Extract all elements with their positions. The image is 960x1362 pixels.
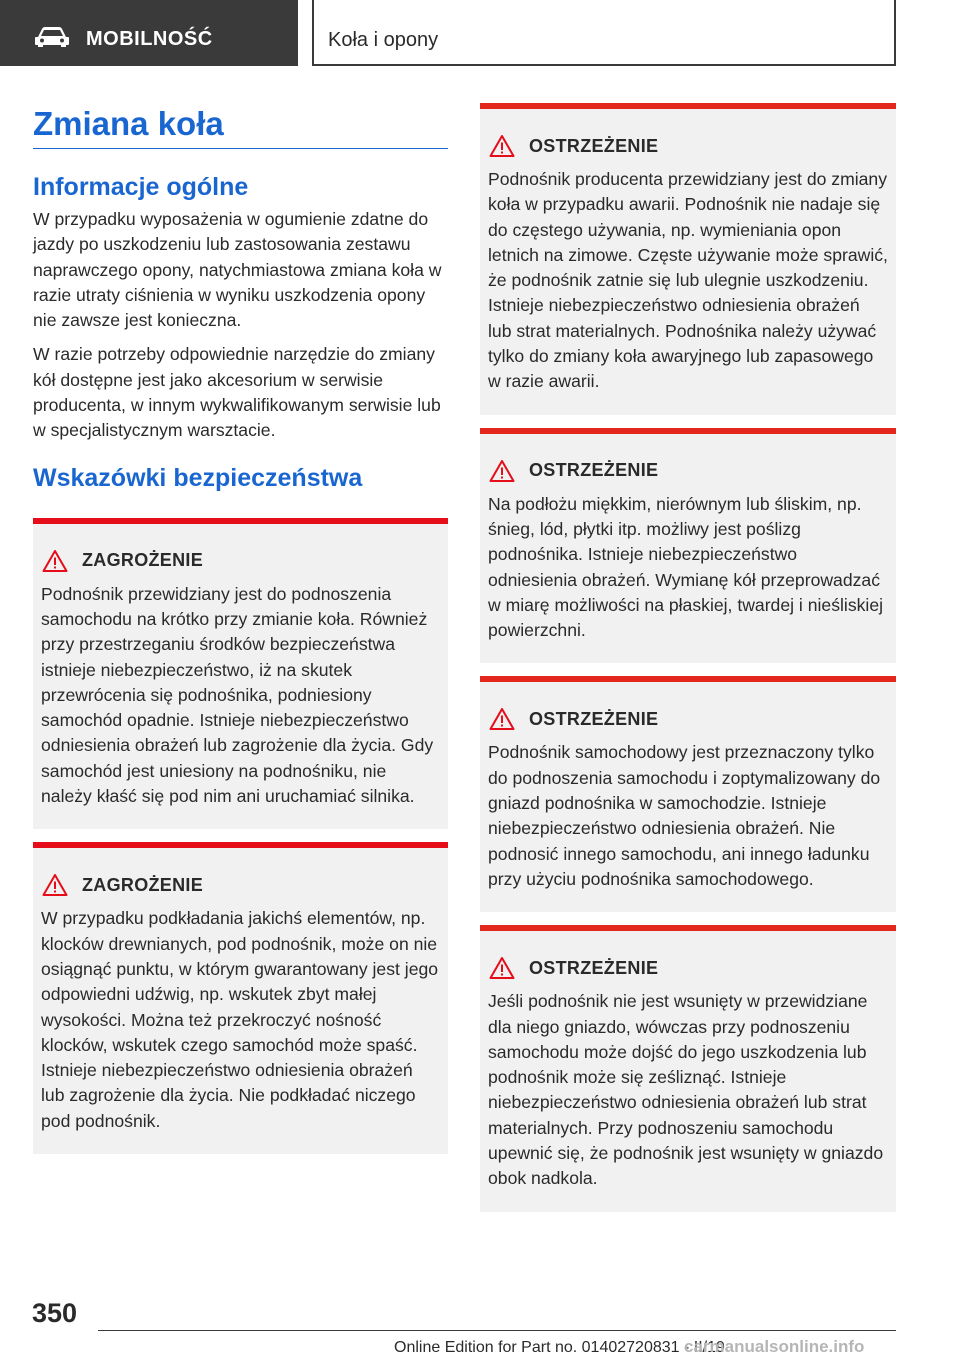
- section-tab: [0, 0, 298, 66]
- warning-label: ZAGROŻENIE: [82, 874, 204, 895]
- warning-label: OSTRZEŻENIE: [529, 957, 659, 978]
- warning-header: [488, 133, 888, 159]
- warning-box: [480, 925, 896, 1211]
- danger-box: [33, 518, 448, 830]
- warning-triangle-icon: [42, 549, 68, 573]
- warning-header: [41, 548, 440, 574]
- heading-safety-notes: Wskazówki bezpieczeństwa: [33, 463, 363, 492]
- paragraph-general-2: W razie potrzeby odpowiednie narzędzie do zmiany kół dostępne jest jako akcesorium w serwisie producenta, w innym wykwalifikowanym serwisie lub w specjalistycznym warsztacie.: [33, 344, 441, 441]
- warning-text: Podnośnik producenta przewidziany jest do zmiany koła w przypadku awarii. Podnośnik nie nadaje się do częstego używania, np. wymieniania opon letnich na zimowe. Częste używanie może sprawić, że podnośnik zatnie się lub ulegnie uszkodzeniu. Istnieje niebezpieczeństwo odniesienia obrażeń lub strat materialnych. Podnośnika należy używać tylko do zmiany koła awaryjnego lub zapasowego w razie awarii.: [488, 169, 888, 392]
- warning-header: [488, 458, 888, 484]
- right-column: [480, 103, 896, 1212]
- page-header: [0, 0, 960, 66]
- warning-label: ZAGROŻENIE: [82, 550, 204, 571]
- warning-box: [480, 428, 896, 664]
- warning-header: [41, 872, 440, 898]
- warning-triangle-icon: [489, 134, 515, 158]
- warning-label: OSTRZEŻENIE: [529, 708, 659, 729]
- danger-box: [33, 842, 448, 1154]
- warning-box: [480, 103, 896, 415]
- warning-text: Podnośnik samochodowy jest przeznaczony tylko do podnoszenia samochodu i zoptymalizowany do gniazd podnośnika w samochodzie. Istnieje niebezpieczeństwo odniesienia obrażeń. Nie podnosić innego samochodu, ani innego ładunku przy użyciu podnośnika samochodowego.: [488, 742, 881, 889]
- warning-text: Jeśli podnośnik nie jest wsunięty w przewidziane dla niego gniazdo, wówczas przy podnoszeniu samochodu może dojść do jego uszkodzenia lub podnośnik może się ześliznąć. Istnieje niebezpieczeństwo odniesienia obrażeń lub strat materialnych. Przy podnoszeniu samochodu upewnić się, że podnośnik jest wsunięty w gniazdo obok nadkola.: [488, 991, 884, 1189]
- edition-note: Online Edition for Part no. 01402720831 - II/19: [394, 1339, 725, 1356]
- warning-text: Na podłożu miękkim, nierównym lub śliskim, np. śnieg, lód, płytki itp. możliwy jest poślizg podnośnika. Istnieje niebezpieczeństwo odniesienia obrażeń. Wymianę kół przeprowadzać w miarę możliwości na płaskiej, twardej i nieśliskiej powierzchni.: [488, 493, 884, 641]
- warning-text: W przypadku podkładania jakichś elementów, np. klocków drewnianych, pod podnośnik, może on nie osiągnąć punktu, w którym gwarantowany jest jego odpowiedni udźwig, np. wskutek zbyt małej wysokości. Można też przekroczyć nośność klocków, wskutek czego samochód może spaść. Istnieje niebezpieczeństwo odniesienia obrażeń lub zagrożenie dla życia. Nie podkładać niczego pod podnośnik.: [41, 908, 439, 1131]
- page-title: Zmiana koła: [33, 105, 224, 142]
- heading-general-info: Informacje ogólne: [33, 173, 249, 201]
- warning-triangle-icon: [489, 459, 515, 483]
- page-number: 350: [32, 1298, 78, 1328]
- chapter-tab: [312, 0, 896, 66]
- warning-label: OSTRZEŻENIE: [529, 135, 659, 156]
- footer-divider: [98, 1330, 896, 1331]
- warning-header: [488, 955, 888, 981]
- warning-box: [480, 676, 896, 912]
- watermark: carmanualsonline.info: [684, 1337, 865, 1356]
- warning-text: Podnośnik przewidziany jest do podnoszenia samochodu na krótko przy zmianie koła. Również przy przestrzeganiu środków bezpieczeństwa istnieje niebezpieczeństwo, iż na skutek przewrócenia się podnośnika, podniesiony samochód opadnie. Istnieje niebezpieczeństwo odniesienia obrażeń lub zagrożenie dla życia. Gdy samochód jest uniesiony na podnośniku, nie należy kłaść się pod nim ani uruchamiać silnika.: [41, 583, 434, 807]
- chapter-label: Koła i opony: [328, 29, 439, 51]
- warning-label: OSTRZEŻENIE: [529, 460, 659, 481]
- paragraph-general-1: W przypadku wyposażenia w ogumienie zdatne do jazdy po uszkodzeniu lub zastosowania zestawu naprawczego opony, natychmiastowa zmiana koła w razie utraty ciśnienia w wyniku uszkodzenia opony nie zawsze jest konieczna.: [33, 209, 442, 331]
- warning-triangle-icon: [489, 707, 515, 731]
- section-label: MOBILNOŚĆ: [86, 28, 213, 50]
- warning-triangle-icon: [42, 873, 68, 897]
- car-icon: [34, 26, 70, 48]
- title-divider: [33, 148, 448, 149]
- warning-triangle-icon: [489, 956, 515, 980]
- warning-header: [488, 706, 888, 732]
- left-column: [33, 100, 448, 1154]
